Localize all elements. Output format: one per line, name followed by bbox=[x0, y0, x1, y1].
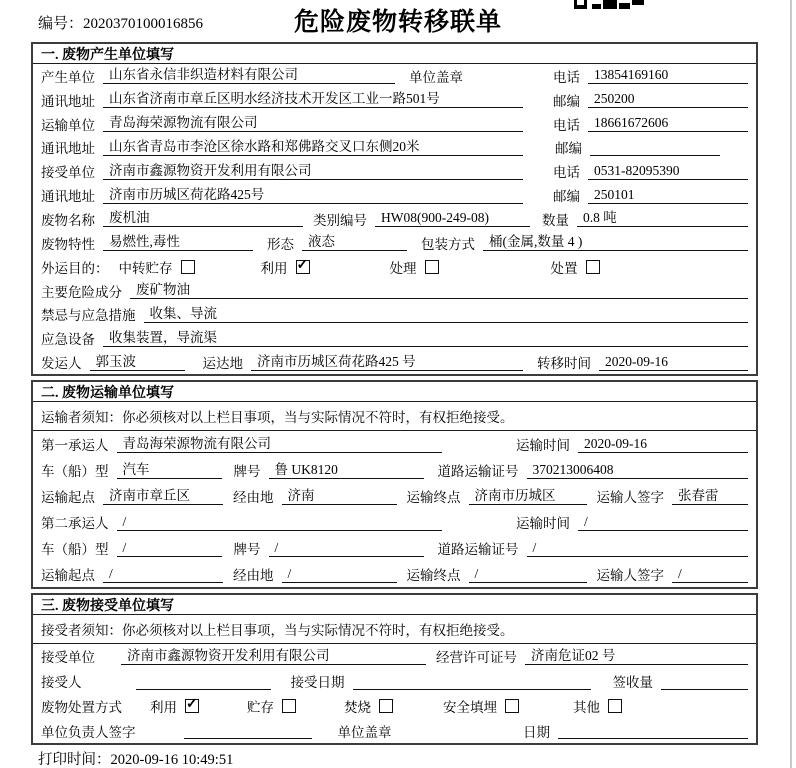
disposal-label: 废物处置方式 bbox=[41, 699, 122, 715]
row-receive-person bbox=[33, 669, 756, 694]
section-generator-title: 一. 废物产生单位填写 bbox=[33, 44, 756, 64]
via2-value: / bbox=[282, 566, 397, 583]
row-shipper bbox=[33, 350, 756, 374]
transfer-time-value: 2020-09-16 bbox=[599, 354, 748, 371]
generator-zip1-label: 邮编 bbox=[553, 93, 580, 109]
dest-value: 济南市历城区荷花路425 号 bbox=[251, 354, 523, 371]
row-taboo bbox=[33, 302, 756, 326]
generator-zip1-value: 250200 bbox=[588, 91, 748, 108]
section-receive-title: 三. 废物接受单位填写 bbox=[33, 595, 756, 615]
purpose-option-transfer-storage-label: 中转贮存 bbox=[118, 260, 173, 276]
row-route2 bbox=[33, 561, 756, 587]
vehicle1-label: 车（船）型 bbox=[41, 464, 109, 479]
end1-label: 运输终点 bbox=[406, 490, 461, 505]
disposal-option-landfill-label: 安全填埋 bbox=[443, 699, 497, 715]
license1-label: 道路运输证号 bbox=[437, 464, 519, 479]
generator-transporter-value: 青岛海荣源物流有限公司 bbox=[103, 115, 523, 132]
generator-addr3-label: 通讯地址 bbox=[41, 189, 95, 205]
generator-addr3-value: 济南市历城区荷花路425号 bbox=[103, 187, 523, 204]
generator-tel1-label: 电话 bbox=[553, 69, 580, 85]
time1-label: 运输时间 bbox=[516, 438, 570, 453]
row-generator-addr1 bbox=[33, 88, 756, 112]
receive-person-value bbox=[136, 673, 271, 690]
checkbox-dispose bbox=[586, 260, 600, 274]
transport-notice: 运输者须知：你必须核对以上栏目事项，当与实际情况不符时，有权拒绝接受。 bbox=[33, 402, 756, 431]
sign2-value: / bbox=[672, 566, 748, 583]
print-time bbox=[38, 748, 233, 768]
row-vehicle1 bbox=[33, 457, 756, 483]
character-value: 易燃性,毒性 bbox=[103, 234, 253, 251]
receive-date-label: 接受日期 bbox=[290, 675, 345, 691]
receive-amount-value bbox=[661, 673, 748, 690]
row-waste-name bbox=[33, 207, 756, 231]
taboo-label: 禁忌与应急措施 bbox=[41, 308, 136, 324]
taboo-value: 收集、导流 bbox=[144, 306, 749, 323]
disposal-option-other-label: 其他 bbox=[573, 699, 600, 715]
vehicle2-label: 车（船）型 bbox=[41, 542, 109, 557]
disposal-option-incinerate bbox=[344, 696, 393, 716]
checkbox-transfer-storage bbox=[181, 260, 195, 274]
generator-tel3-label: 电话 bbox=[553, 165, 580, 181]
end1-value: 济南市历城区 bbox=[469, 488, 587, 505]
row-carrier1 bbox=[33, 431, 756, 457]
print-time-label: 打印时间： bbox=[38, 752, 111, 768]
purpose-option-transfer-storage bbox=[119, 257, 195, 277]
carrier2-label: 第二承运人 bbox=[41, 516, 109, 531]
receive-date2-value bbox=[558, 722, 748, 739]
receive-person-label: 接受人 bbox=[41, 675, 82, 691]
character-label: 废物特性 bbox=[41, 236, 95, 252]
disposal-option-use bbox=[150, 696, 199, 716]
dest-label: 运达地 bbox=[202, 356, 243, 372]
row-hazard bbox=[33, 279, 756, 303]
hazard-label: 主要危险成分 bbox=[41, 284, 122, 300]
sign1-value: 张春雷 bbox=[672, 488, 748, 505]
section-transport-title: 二. 废物运输单位填写 bbox=[33, 382, 756, 402]
checkbox-disposal-landfill bbox=[505, 699, 519, 713]
generator-tel2-label: 电话 bbox=[553, 117, 580, 133]
waste-name-value: 废机油 bbox=[103, 210, 303, 227]
row-generator-addr2 bbox=[33, 136, 756, 160]
row-waste-character bbox=[33, 231, 756, 255]
serial-label: 编号： bbox=[38, 16, 84, 32]
purpose-option-treat bbox=[390, 257, 439, 277]
vehicle1-value: 汽车 bbox=[117, 462, 222, 479]
generator-zip2-value bbox=[590, 139, 720, 156]
qr-code-fragment-icon bbox=[574, 0, 644, 10]
disposal-option-landfill bbox=[443, 696, 519, 716]
page-title: 危险废物转移联单 bbox=[293, 9, 502, 36]
carrier1-value: 青岛海荣源物流有限公司 bbox=[117, 436, 442, 453]
plate1-label: 牌号 bbox=[233, 464, 261, 479]
checkbox-use bbox=[296, 260, 310, 274]
generator-addr2-value: 山东省青岛市李沧区徐水路和郑佛路交叉口东侧20米 bbox=[103, 139, 523, 156]
form-label: 形态 bbox=[267, 236, 294, 252]
row-generator-receiver bbox=[33, 159, 756, 183]
generator-unit-value: 山东省永信非织造材料有限公司 bbox=[103, 67, 395, 84]
origin2-label: 运输起点 bbox=[41, 568, 95, 583]
packing-label: 包装方式 bbox=[421, 236, 475, 252]
vehicle2-value: / bbox=[117, 540, 222, 557]
origin2-value: / bbox=[103, 566, 223, 583]
carrier1-label: 第一承运人 bbox=[41, 438, 109, 453]
receive-date-value bbox=[353, 673, 591, 690]
row-receive-unit bbox=[33, 644, 756, 669]
generator-receiver-value: 济南市鑫源物资开发利用有限公司 bbox=[103, 163, 523, 180]
disposal-option-store-label: 贮存 bbox=[247, 699, 274, 715]
receive-notice: 接受者须知：你必须核对以上栏目事项，当与实际情况不符时，有权拒绝接受。 bbox=[33, 615, 756, 644]
section-receive bbox=[31, 593, 758, 745]
disposal-option-use-label: 利用 bbox=[150, 699, 177, 715]
equipment-value: 收集装置，导流渠 bbox=[103, 330, 748, 347]
generator-tel3-value: 0531-82095390 bbox=[588, 163, 748, 180]
receive-seal-label: 单位盖章 bbox=[337, 724, 392, 740]
plate1-value: 鲁 UK8120 bbox=[269, 462, 424, 479]
via2-label: 经由地 bbox=[233, 568, 274, 583]
permit-label: 经营许可证号 bbox=[436, 650, 517, 666]
generator-addr2-label: 通讯地址 bbox=[41, 141, 95, 157]
license1-value: 370213006408 bbox=[527, 462, 749, 479]
purpose-option-dispose bbox=[551, 257, 600, 277]
form-value: 液态 bbox=[302, 234, 407, 251]
row-vehicle2 bbox=[33, 535, 756, 561]
sign1-label: 运输人签字 bbox=[596, 490, 664, 505]
carrier2-value: / bbox=[117, 514, 442, 531]
receive-amount-label: 签收量 bbox=[612, 675, 653, 691]
generator-addr1-value: 山东省济南市章丘区明水经济技术开发区工业一路501号 bbox=[103, 91, 523, 108]
hazard-value: 废矿物油 bbox=[130, 282, 748, 299]
license2-value: / bbox=[527, 540, 749, 557]
generator-tel1-value: 13854169160 bbox=[588, 67, 748, 84]
generator-unit-label: 产生单位 bbox=[41, 69, 95, 85]
quantity-label: 数量 bbox=[542, 212, 569, 228]
row-generator-transporter bbox=[33, 112, 756, 136]
receive-unit-value: 济南市鑫源物资开发利用有限公司 bbox=[121, 648, 426, 665]
packing-value: 桶(金属,数量 4 ) bbox=[483, 234, 748, 251]
time1-value: 2020-09-16 bbox=[578, 436, 748, 453]
license2-label: 道路运输证号 bbox=[437, 542, 519, 557]
time2-label: 运输时间 bbox=[516, 516, 570, 531]
via1-value: 济南 bbox=[282, 488, 397, 505]
permit-value: 济南危证02 号 bbox=[525, 648, 748, 665]
checkbox-disposal-store bbox=[282, 699, 296, 713]
purpose-option-use bbox=[261, 257, 310, 277]
category-value: HW08(900-249-08) bbox=[375, 210, 530, 227]
generator-zip3-label: 邮编 bbox=[553, 189, 580, 205]
sign2-label: 运输人签字 bbox=[596, 568, 664, 583]
row-manager-sign bbox=[33, 718, 756, 743]
section-generator bbox=[31, 42, 758, 376]
origin1-value: 济南市章丘区 bbox=[103, 488, 223, 505]
checkbox-treat bbox=[425, 260, 439, 274]
row-purpose bbox=[33, 255, 756, 279]
manager-sign-value bbox=[184, 722, 312, 739]
serial-value: 2020370100016856 bbox=[83, 16, 204, 32]
plate2-value: / bbox=[269, 540, 424, 557]
generator-zip2-label: 邮编 bbox=[555, 141, 582, 157]
page-edge-line bbox=[790, 0, 792, 768]
purpose-option-dispose-label: 处置 bbox=[550, 260, 578, 276]
section-transport bbox=[31, 380, 758, 589]
generator-receiver-label: 接受单位 bbox=[41, 165, 95, 181]
purpose-label: 外运目的： bbox=[41, 260, 109, 276]
generator-transporter-label: 运输单位 bbox=[41, 117, 95, 133]
end2-label: 运输终点 bbox=[406, 568, 461, 583]
shipper-label: 发运人 bbox=[41, 356, 82, 372]
row-carrier2 bbox=[33, 509, 756, 535]
purpose-option-treat-label: 处理 bbox=[389, 260, 417, 276]
via1-label: 经由地 bbox=[233, 490, 274, 505]
checkbox-disposal-use bbox=[185, 699, 199, 713]
checkbox-disposal-incinerate bbox=[379, 699, 393, 713]
row-disposal bbox=[33, 694, 756, 719]
purpose-option-use-label: 利用 bbox=[260, 260, 288, 276]
category-label: 类别编号 bbox=[313, 212, 367, 228]
generator-seal-label: 单位盖章 bbox=[409, 69, 463, 85]
equipment-label: 应急设备 bbox=[41, 332, 95, 348]
checkbox-disposal-other bbox=[608, 699, 622, 713]
time2-value: / bbox=[578, 514, 748, 531]
transfer-time-label: 转移时间 bbox=[537, 356, 591, 372]
origin1-label: 运输起点 bbox=[41, 490, 95, 505]
manager-sign-label: 单位负责人签字 bbox=[41, 724, 136, 740]
waste-name-label: 废物名称 bbox=[41, 212, 95, 228]
shipper-value: 郭玉波 bbox=[90, 354, 185, 371]
row-generator-unit bbox=[33, 64, 756, 88]
row-route1 bbox=[33, 483, 756, 509]
print-time-value: 2020-09-16 10:49:51 bbox=[110, 752, 234, 768]
generator-tel2-value: 18661672606 bbox=[588, 115, 748, 132]
disposal-option-other bbox=[573, 696, 622, 716]
generator-zip3-value: 250101 bbox=[588, 187, 748, 204]
receive-unit-label: 接受单位 bbox=[41, 650, 95, 666]
disposal-option-store bbox=[247, 696, 296, 716]
end2-value: / bbox=[469, 566, 587, 583]
plate2-label: 牌号 bbox=[233, 542, 261, 557]
row-emergency-equipment bbox=[33, 326, 756, 350]
receive-date2-label: 日期 bbox=[523, 724, 550, 740]
quantity-value: 0.8 吨 bbox=[577, 210, 748, 227]
row-generator-addr3 bbox=[33, 183, 756, 207]
generator-addr1-label: 通讯地址 bbox=[41, 93, 95, 109]
disposal-option-incinerate-label: 焚烧 bbox=[344, 699, 371, 715]
